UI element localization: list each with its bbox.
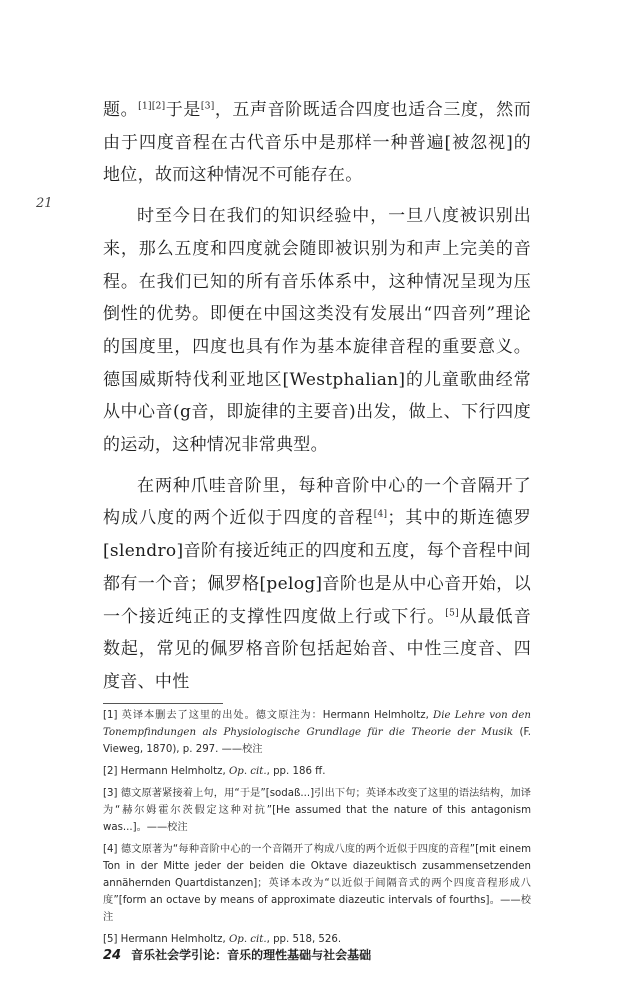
- footnote-4: [4] 德文原著为“每种音阶中心的一个音隔开了构成八度的两个近似于四度的音程”[mit einem Ton in der Mitte jeder der beiden die Oktave diazeuktisch zusammensetzenden annähernden Quartdistanzen]；英译本改为“以近似于间隔音式的两个四度音程形成八度”[form an octave by means of approximate diazeutic intervals of fourths]。——校注: [103, 844, 531, 923]
- footnote-2: [103, 763, 531, 780]
- footnotes: [103, 707, 531, 948]
- footnote-5-text: [5] Hermann Helmholtz,: [103, 934, 229, 945]
- footnote-2-pages: , pp. 186 ff.: [266, 766, 326, 777]
- footnote-ref-5[interactable]: [5]: [445, 607, 459, 618]
- paragraph-1: [103, 94, 531, 192]
- footnote-5-citation: Op. cit.: [228, 934, 267, 945]
- footnote-2-citation: Op. cit.: [228, 766, 267, 777]
- footnote-ref-3[interactable]: [3]: [200, 101, 215, 112]
- p1-text-c: ，五声音阶既适合四度也适合三度，然而由于四度音程在古代音乐中是那样一种普遍[被忽视]的地位，故而这种情况不可能存在。: [103, 100, 531, 186]
- page-number: 24: [103, 948, 122, 963]
- p3-text-a: 在两种爪哇音阶里，每种音阶中心的一个音隔开了构成八度的两个近似于四度的音程: [103, 475, 531, 529]
- footnote-1-publisher: (F. Vieweg, 1870), p. 297. ——校注: [103, 727, 531, 755]
- running-footer: [103, 946, 371, 963]
- footnote-ref-1-2[interactable]: [1][2]: [138, 101, 166, 112]
- book-title: 音乐社会学引论：音乐的理性基础与社会基础: [131, 948, 372, 962]
- footnote-3: [3] 德文原著紧接着上句，用“于是”[sodaß...]引出下句；英译本改变了这里的语法结构，加译为“赫尔姆霍尔茨假定这种对抗”[He assumed that the nature of this antagonism was...]。——校注: [103, 788, 531, 833]
- footnote-2-text: [2] Hermann Helmholtz,: [103, 766, 229, 777]
- footnote-separator: [103, 703, 223, 704]
- margin-page-number: 21: [36, 196, 53, 211]
- p3-text-b: ；其中的斯连德罗[slendro]音阶有接近纯正的四度和五度，每个音程中间都有一个音；佩罗格[pelog]音阶也是从中心音开始，以一个接近纯正的支撑性四度做上行或下行。: [103, 508, 532, 627]
- footnote-ref-4[interactable]: [4]: [373, 509, 388, 520]
- main-text: [103, 94, 531, 699]
- footnote-1: [103, 707, 531, 758]
- footnote-5-pages: , pp. 518, 526.: [266, 934, 342, 945]
- p1-text-b: 于是: [165, 100, 201, 120]
- paragraph-3: [103, 470, 531, 699]
- paragraph-2: 时至今日在我们的知识经验中，一旦八度被识别出来，那么五度和四度就会随即被识别为和声上完美的音程。在我们已知的所有音乐体系中，这种情况呈现为压倒性的优势。即便在中国这类没有发展出“四音列”理论的国度里，四度也具有作为基本旋律音程的重要意义。德国威斯特伐利亚地区[Westphalian]的儿童歌曲经常从中心音(g音，即旋律的主要音)出发，做上、下行四度的运动，这种情况非常典型。: [103, 206, 531, 456]
- footnote-1-text: [1] 英译本删去了这里的出处。德文原注为：Hermann Helmholtz,: [103, 710, 434, 721]
- p3-text-c: 从最低音数起，常见的佩罗格音阶包括起始音、中性三度音、四度音、中性: [103, 606, 531, 692]
- p1-text-a: 题。: [103, 100, 139, 120]
- footnote-1-book-title: Die Lehre von den Tonempfindungen als Physiologische Grundlage für die Theorie der Musik: [103, 710, 531, 738]
